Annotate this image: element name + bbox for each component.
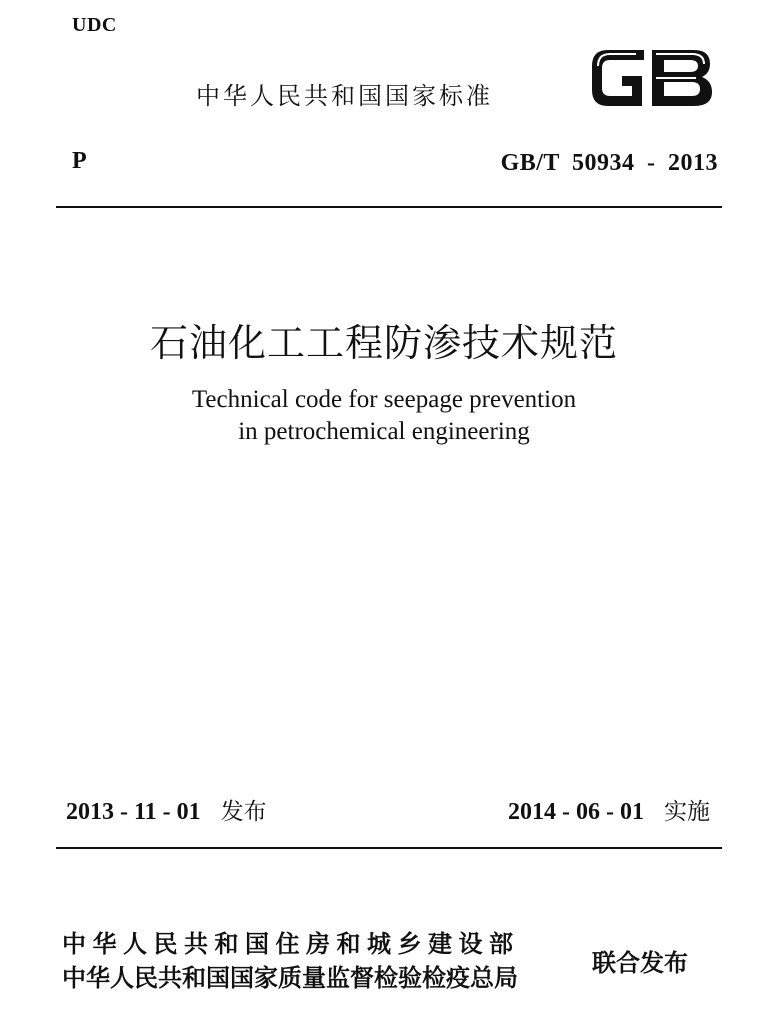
implement-date-block <box>508 793 710 826</box>
implement-date: 2014 - 06 - 01 <box>508 799 644 825</box>
gb-logo-icon <box>586 40 718 114</box>
publish-date-block <box>66 793 267 826</box>
bottom-divider <box>56 847 722 849</box>
publish-date: 2013 - 11 - 01 <box>66 799 201 825</box>
category-code: P <box>72 148 87 174</box>
issuer-aqsiq: 中华人民共和国国家质量监督检验检疫总局 <box>62 964 518 992</box>
joint-issue-label: 联合发布 <box>592 949 688 977</box>
publish-label: 发布 <box>220 799 267 825</box>
title-english-line1: Technical code for seepage prevention <box>191 386 577 413</box>
title-english-line2: in petrochemical engineering <box>238 418 530 445</box>
standard-number: GB/T 50934 - 2013 <box>500 150 718 176</box>
top-divider <box>56 206 722 208</box>
issuer-ministry-housing: 中华人民共和国住房和城乡建设部 <box>62 930 520 958</box>
title-chinese: 石油化工工程防渗技术规范 <box>149 321 618 365</box>
implement-label: 实施 <box>664 799 710 825</box>
national-standard-heading: 中华人民共和国国家标准 <box>196 82 493 110</box>
udc-label: UDC <box>72 14 117 36</box>
